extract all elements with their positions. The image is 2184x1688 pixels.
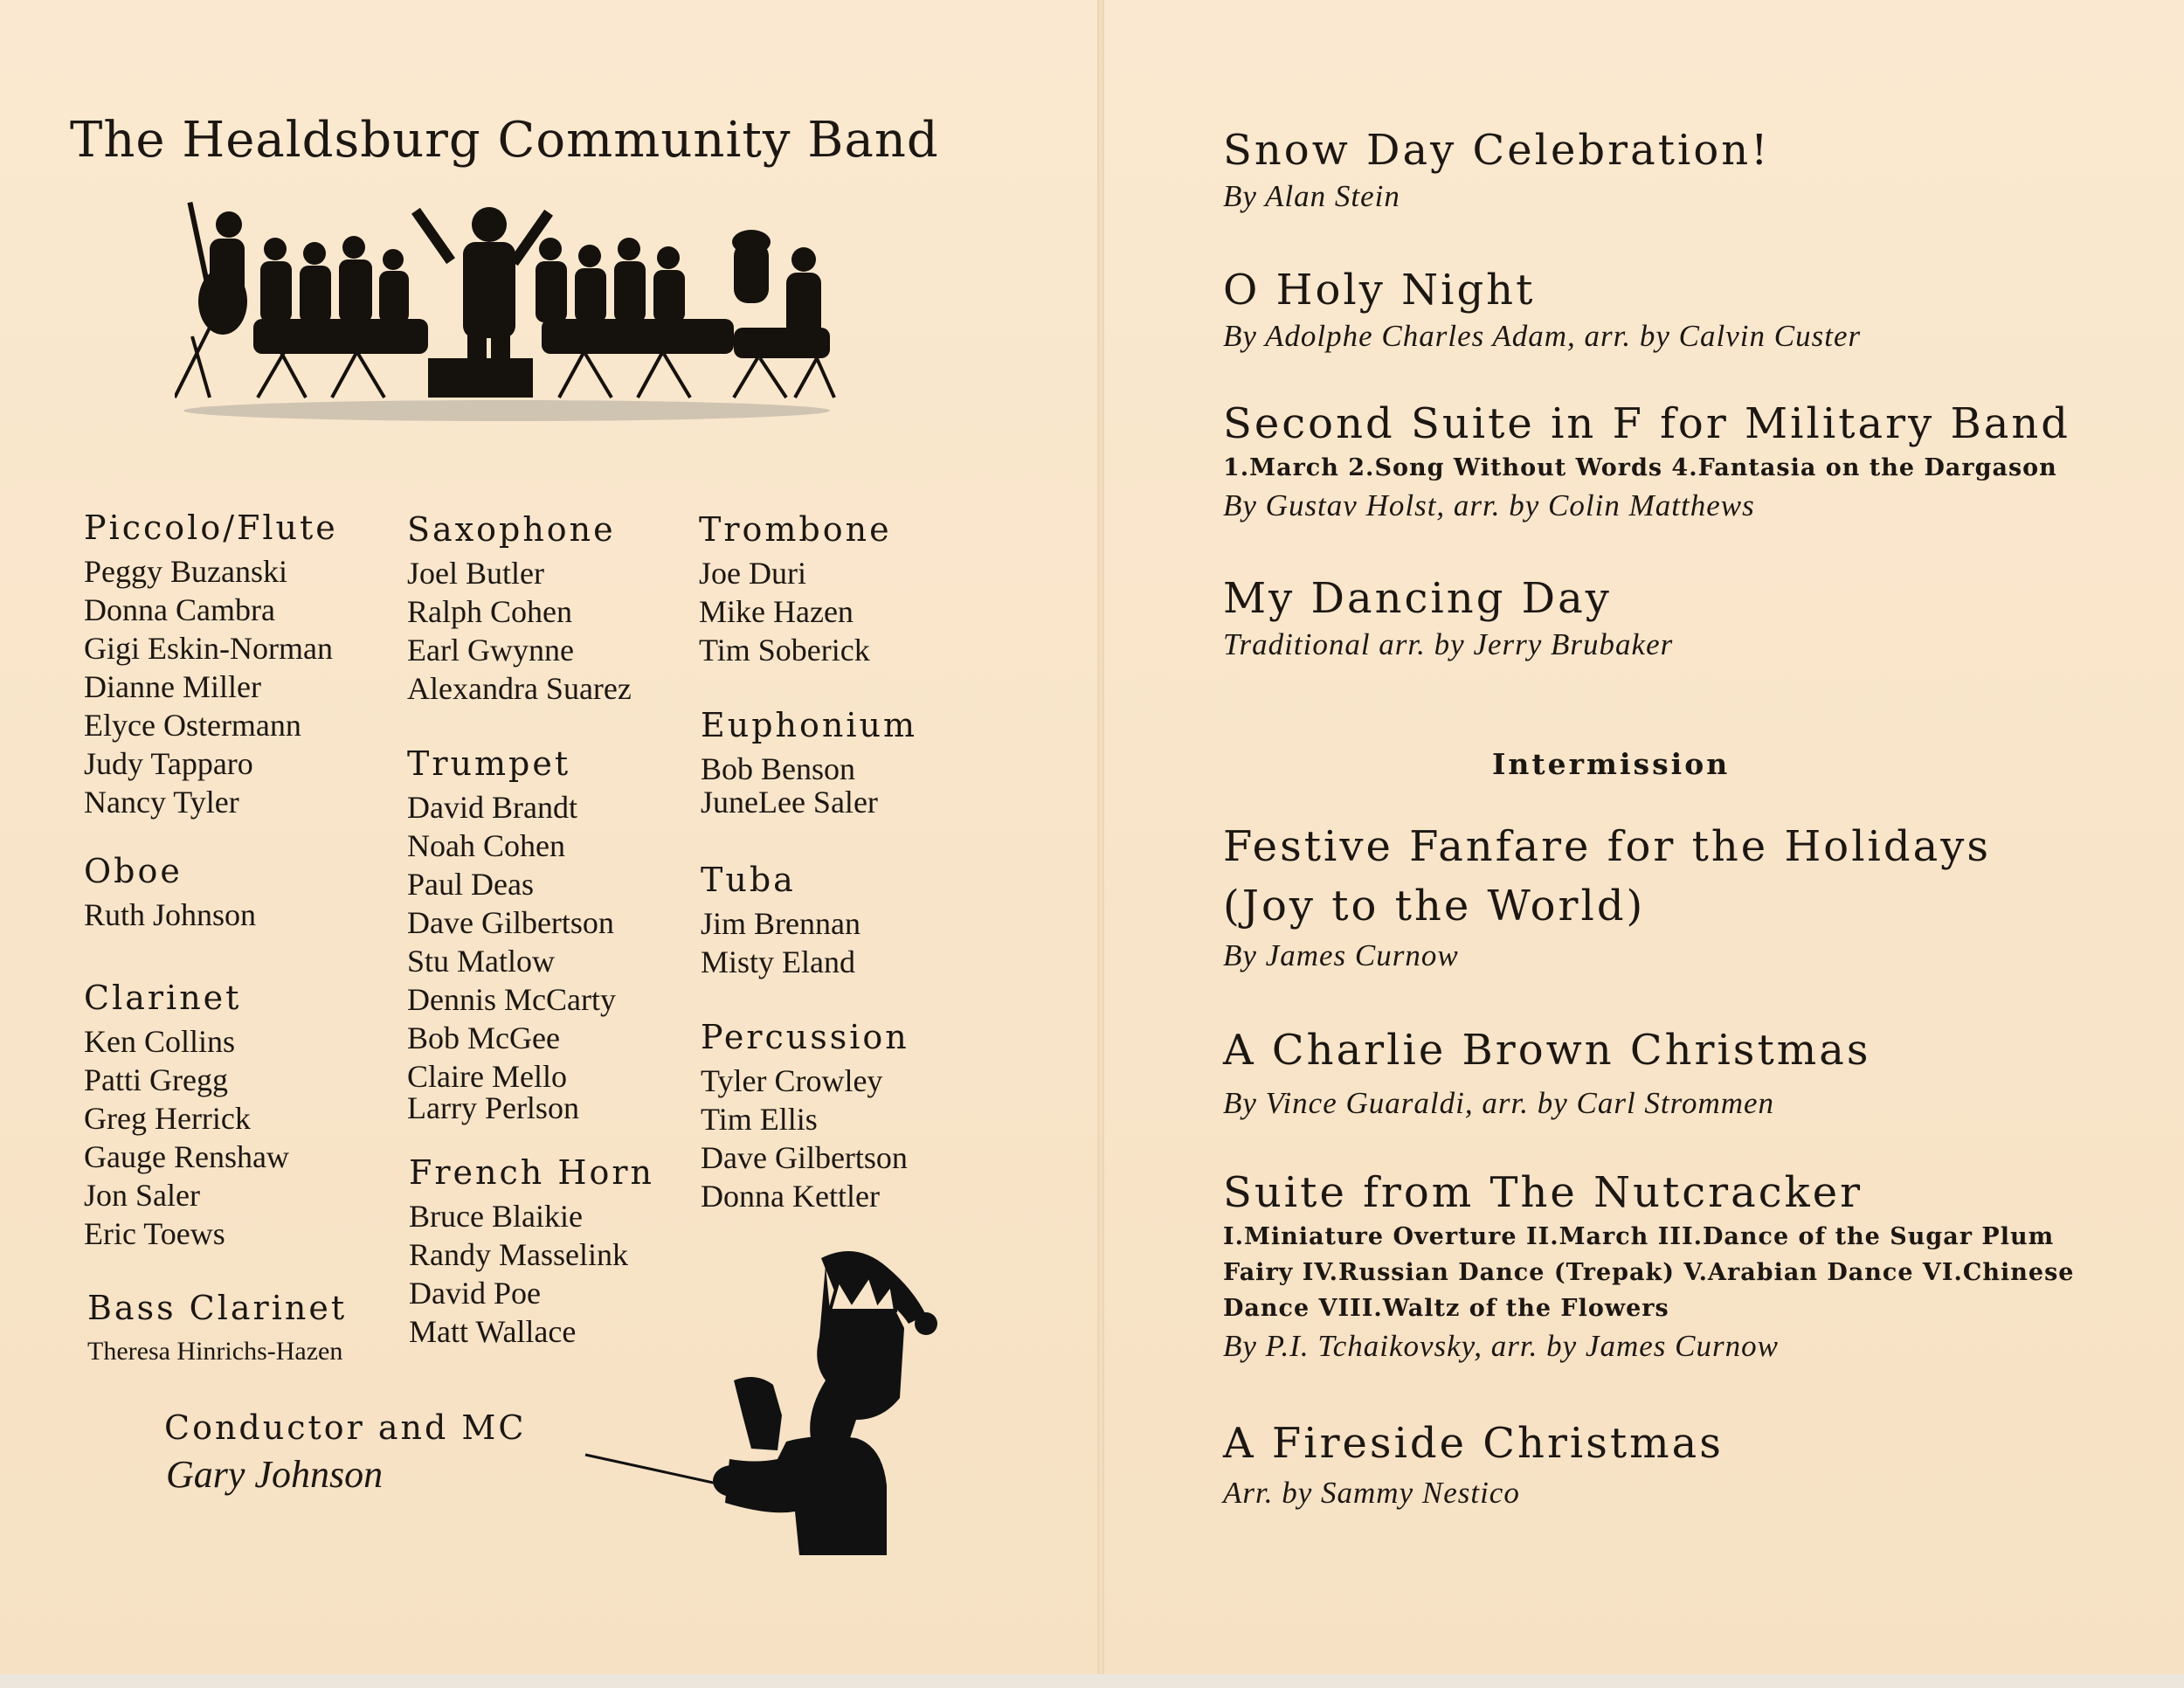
member-name: Dennis McCarty bbox=[407, 982, 616, 1017]
member-name: Ralph Cohen bbox=[407, 594, 572, 629]
piece-title: My Dancing Day bbox=[1223, 574, 1612, 623]
member-name: Ruth Johnson bbox=[84, 897, 257, 932]
member-name: Claire Mello bbox=[407, 1059, 567, 1094]
member-name: Tyler Crowley bbox=[701, 1063, 883, 1098]
member-name: Paul Deas bbox=[407, 867, 534, 902]
member-name: Alexandra Suarez bbox=[407, 671, 632, 706]
piece-title: Snow Day Celebration! bbox=[1223, 126, 1771, 175]
section-heading: Euphonium bbox=[701, 706, 918, 744]
piece-title: Suite from The Nutcracker bbox=[1223, 1168, 1863, 1217]
piece-title-line1: Festive Fanfare for the Holidays bbox=[1223, 822, 1991, 871]
member-name: Donna Cambra bbox=[84, 592, 275, 627]
member-name: Larry Perlson bbox=[407, 1090, 579, 1125]
section-trombone bbox=[699, 510, 892, 669]
section-oboe bbox=[84, 852, 256, 934]
member-name: Stu Matlow bbox=[407, 944, 556, 979]
section-heading: French Horn bbox=[409, 1153, 654, 1192]
piece-composer: Arr. by Sammy Nestico bbox=[1223, 1476, 1520, 1510]
member-name: Bob Benson bbox=[701, 751, 856, 786]
piece-title: A Charlie Brown Christmas bbox=[1223, 1026, 1871, 1075]
member-name: Ken Collins bbox=[84, 1024, 236, 1059]
piece-composer: By Alan Stein bbox=[1223, 179, 1400, 213]
member-name: Elyce Ostermann bbox=[84, 708, 301, 743]
section-saxophone bbox=[407, 510, 632, 708]
section-heading: Percussion bbox=[701, 1018, 909, 1056]
member-name: Patti Gregg bbox=[84, 1062, 228, 1097]
member-name: Noah Cohen bbox=[407, 828, 565, 863]
member-name: Dave Gilbertson bbox=[407, 905, 614, 940]
member-name: Eric Toews bbox=[84, 1216, 225, 1251]
member-name: Gigi Eskin-Norman bbox=[84, 631, 333, 666]
program-piece-3 bbox=[1223, 398, 2097, 526]
section-tuba bbox=[701, 861, 860, 981]
intermission-label: Intermission bbox=[1492, 747, 1731, 781]
piece-composer: By Adolphe Charles Adam, arr. by Calvin Custer bbox=[1223, 319, 1862, 353]
piece-composer: By James Curnow bbox=[1223, 938, 1459, 972]
piece-title: O Holy Night bbox=[1223, 266, 1536, 315]
member-name: Earl Gwynne bbox=[407, 633, 574, 668]
piece-title: A Fireside Christmas bbox=[1223, 1419, 1724, 1468]
program-piece-5 bbox=[1223, 817, 1991, 976]
member-name: Bruce Blaikie bbox=[409, 1199, 583, 1234]
section-piccolo-flute bbox=[84, 508, 338, 821]
section-heading: Piccolo/Flute bbox=[84, 508, 338, 547]
member-name: Jon Saler bbox=[84, 1178, 200, 1213]
band-title: The Healdsburg Community Band bbox=[70, 112, 939, 169]
member-name: Dianne Miller bbox=[84, 669, 261, 704]
member-name: Donna Kettler bbox=[701, 1179, 880, 1214]
program-piece-6 bbox=[1223, 1024, 1871, 1124]
member-name: Nancy Tyler bbox=[84, 785, 239, 820]
section-trumpet bbox=[407, 744, 616, 1127]
member-name: Greg Herrick bbox=[84, 1101, 251, 1136]
elf-conductor-icon bbox=[577, 1241, 961, 1560]
member-name: Joel Butler bbox=[407, 556, 544, 591]
program-piece-2 bbox=[1223, 264, 1861, 356]
member-name: Mike Hazen bbox=[699, 594, 854, 629]
member-name: Judy Tapparo bbox=[84, 746, 253, 781]
member-name: Tim Soberick bbox=[699, 633, 870, 668]
section-heading: Tuba bbox=[701, 861, 796, 899]
member-name: Theresa Hinrichs-Hazen bbox=[87, 1337, 343, 1366]
piece-composer: By Vince Guaraldi, arr. by Carl Strommen bbox=[1223, 1086, 1775, 1120]
piece-movements: I.Miniature Overture II.March III.Dance of the Sugar Plum Fairy IV.Russian Dance (Trepak) V.Arabian Dance VI.Chinese Dance VIII.Waltz of the Flowers bbox=[1223, 1223, 2075, 1322]
piece-title-line2: (Joy to the World) bbox=[1223, 882, 1646, 930]
conductor-label: Conductor and MC bbox=[164, 1408, 527, 1447]
page-fold bbox=[1097, 0, 1104, 1688]
section-clarinet bbox=[84, 979, 289, 1253]
band-silhouette-icon bbox=[175, 188, 839, 424]
member-name: Bob McGee bbox=[407, 1020, 560, 1055]
member-name: Tim Ellis bbox=[701, 1102, 818, 1137]
piece-title: Second Suite in F for Military Band bbox=[1223, 399, 2070, 448]
section-heading: Clarinet bbox=[84, 979, 242, 1017]
program-piece-1 bbox=[1223, 124, 1770, 217]
scan-bottom-edge bbox=[0, 1674, 2184, 1688]
member-name: David Brandt bbox=[407, 790, 577, 825]
section-bass-clarinet bbox=[87, 1289, 347, 1371]
section-heading: Oboe bbox=[84, 852, 183, 890]
member-name: Jim Brennan bbox=[701, 906, 860, 941]
section-heading: Trombone bbox=[699, 510, 892, 549]
conductor-name: Gary Johnson bbox=[166, 1453, 384, 1496]
member-name: Matt Wallace bbox=[409, 1314, 577, 1349]
program-piece-8 bbox=[1223, 1417, 1724, 1513]
section-euphonium bbox=[701, 706, 917, 821]
piece-composer: By Gustav Holst, arr. by Colin Matthews bbox=[1223, 488, 1755, 522]
section-heading: Bass Clarinet bbox=[87, 1289, 348, 1327]
program-piece-4 bbox=[1223, 572, 1673, 665]
member-name: JuneLee Saler bbox=[701, 785, 878, 820]
member-name: Dave Gilbertson bbox=[701, 1140, 908, 1175]
member-name: David Poe bbox=[409, 1276, 541, 1311]
section-heading: Saxophone bbox=[407, 510, 616, 549]
section-percussion bbox=[701, 1018, 909, 1215]
piece-composer: Traditional arr. by Jerry Brubaker bbox=[1223, 627, 1674, 661]
member-name: Joe Duri bbox=[699, 556, 806, 591]
member-name: Misty Eland bbox=[701, 944, 855, 979]
member-name: Randy Masselink bbox=[409, 1237, 628, 1272]
member-name: Gauge Renshaw bbox=[84, 1139, 289, 1174]
program-piece-7 bbox=[1223, 1166, 2097, 1366]
member-name: Peggy Buzanski bbox=[84, 554, 287, 589]
piece-movements: 1.March 2.Song Without Words 4.Fantasia on the Dargason bbox=[1223, 454, 2057, 481]
piece-composer: By P.I. Tchaikovsky, arr. by James Curnow bbox=[1223, 1329, 1779, 1363]
section-heading: Trumpet bbox=[407, 744, 571, 783]
